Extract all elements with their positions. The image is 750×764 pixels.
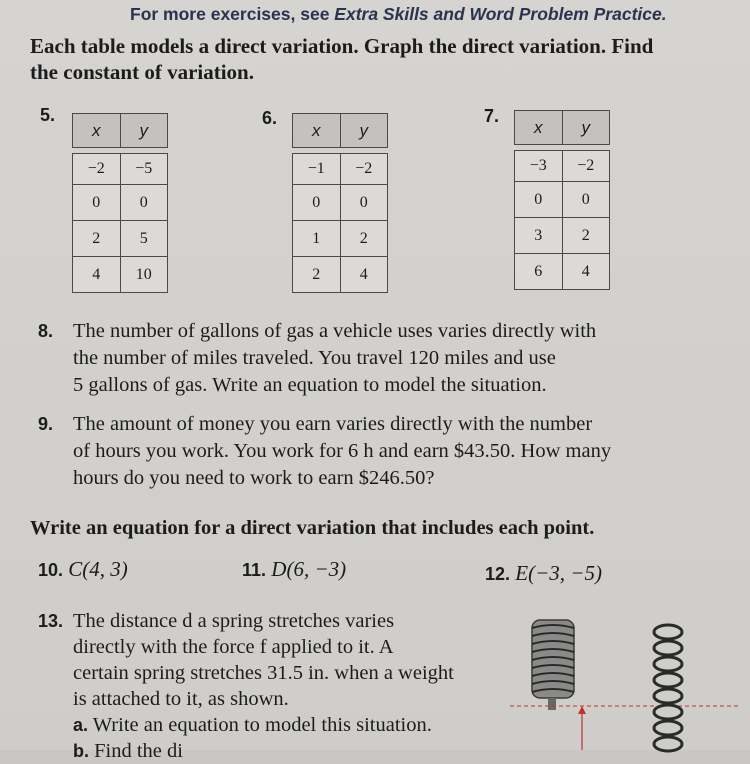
cell: −2 <box>340 154 388 185</box>
problem-9 <box>38 411 611 492</box>
part-b-label: b. <box>73 741 89 761</box>
cell: 5 <box>120 221 168 257</box>
point-e: E(−3, −5) <box>515 561 602 585</box>
cell: −2 <box>562 151 610 182</box>
part-a-text: Write an equation to model this situation. <box>92 714 432 736</box>
cell: 4 <box>562 254 610 290</box>
cell: 2 <box>562 218 610 254</box>
header-y: y <box>340 114 388 148</box>
problem-9-line: of hours you work. You work for 6 h and earn $43.50. How many <box>73 440 612 462</box>
compressed-spring <box>532 620 574 710</box>
part-a-label: a. <box>73 715 89 735</box>
cell: −2 <box>73 154 121 185</box>
cell: 0 <box>73 185 121 221</box>
cell: 4 <box>73 257 121 293</box>
header-x: x <box>73 114 121 148</box>
problem-13-line: directly with the force f applied to it. A <box>73 636 394 658</box>
problem-10-number: 10. <box>38 560 64 580</box>
instruction-line-2: the constant of variation. <box>30 60 254 84</box>
problem-13-line: The distance d a spring stretches varies <box>73 610 395 632</box>
problem-13-line: is attached to it, as shown. <box>73 688 289 710</box>
cell: 3 <box>515 218 563 254</box>
problem-8 <box>38 318 596 399</box>
cell: 6 <box>515 254 563 290</box>
cell: 2 <box>293 257 341 293</box>
cell: 0 <box>562 182 610 218</box>
cell: 2 <box>340 221 388 257</box>
problem-12 <box>485 561 602 586</box>
header-y: y <box>562 111 610 145</box>
cell: 0 <box>120 185 168 221</box>
arrow-head <box>578 706 586 714</box>
table-exercise-5 <box>72 113 168 293</box>
cell: 0 <box>340 185 388 221</box>
cell: 0 <box>293 185 341 221</box>
problem-8-line: the number of miles traveled. You travel 120 miles and use <box>73 347 556 369</box>
instruction-points: Write an equation for a direct variation that includes each point. <box>30 517 595 539</box>
header-x: x <box>515 111 563 145</box>
problem-10 <box>38 557 128 582</box>
exercise-5-number: 5. <box>40 105 56 125</box>
problem-12-number: 12. <box>485 564 511 584</box>
cell: 0 <box>515 182 563 218</box>
problem-13 <box>38 608 454 764</box>
stretched-spring <box>654 625 682 751</box>
exercise-7-number: 7. <box>484 106 500 126</box>
problem-13-line: certain spring stretches 31.5 in. when a weight <box>73 662 454 684</box>
note-emphasis: Extra Skills and Word Problem Practice. <box>334 4 667 24</box>
cell: 2 <box>73 221 121 257</box>
problem-9-line: hours do you need to work to earn $246.50? <box>73 467 435 489</box>
problem-11 <box>242 557 346 582</box>
extra-practice-note <box>130 4 667 25</box>
cell: 10 <box>120 257 168 293</box>
spring-illustration <box>500 610 750 750</box>
note-prefix: For more exercises, see <box>130 4 335 24</box>
cell: −1 <box>293 154 341 185</box>
header-x: x <box>293 114 341 148</box>
part-b-text: Find the di <box>94 740 183 762</box>
table-exercise-6 <box>292 113 388 293</box>
point-d: D(6, −3) <box>271 557 347 581</box>
cell: −3 <box>515 151 563 182</box>
instruction-line-1: Each table models a direct variation. Graph the direct variation. Find <box>30 34 654 58</box>
table-exercise-7 <box>514 110 610 290</box>
header-y: y <box>120 114 168 148</box>
cell: 4 <box>340 257 388 293</box>
problem-9-number: 9. <box>38 414 54 434</box>
problem-9-line: The amount of money you earn varies directly with the number <box>73 413 593 435</box>
cell: 1 <box>293 221 341 257</box>
problem-8-line: 5 gallons of gas. Write an equation to model the situation. <box>73 374 547 396</box>
point-c: C(4, 3) <box>68 557 128 581</box>
problem-11-number: 11. <box>242 560 267 580</box>
cell: −5 <box>120 154 168 185</box>
exercise-6-number: 6. <box>262 108 278 128</box>
problem-13-number: 13. <box>38 611 64 631</box>
problem-8-number: 8. <box>38 321 54 341</box>
problem-8-line: The number of gallons of gas a vehicle uses varies directly with <box>73 320 597 342</box>
